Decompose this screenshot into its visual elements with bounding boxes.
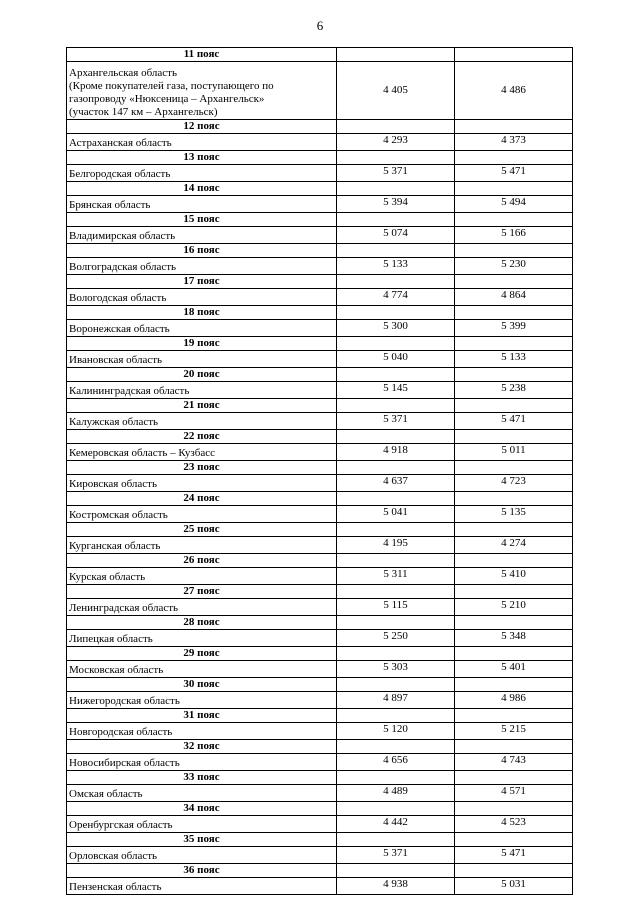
empty-cell (455, 213, 573, 227)
zone-label: 13 пояс (67, 151, 337, 165)
price-value-2: 5 210 (455, 599, 573, 616)
region-row (67, 661, 573, 678)
empty-cell (337, 275, 455, 289)
price-value-2: 4 523 (455, 816, 573, 833)
region-row (67, 723, 573, 740)
empty-cell (337, 48, 455, 62)
region-name-line: Волгоградская область (69, 261, 177, 273)
empty-cell (455, 616, 573, 630)
zone-label: 31 пояс (67, 709, 337, 723)
zone-header-row (67, 833, 573, 847)
empty-cell (455, 523, 573, 537)
region-name-line: Калининградская область (69, 385, 190, 397)
region-row (67, 878, 573, 895)
region-name-cell (67, 537, 337, 554)
region-name-line: Воронежская область (69, 323, 170, 335)
region-name-line: Нижегородская область (69, 695, 180, 707)
empty-cell (337, 771, 455, 785)
region-row (67, 134, 573, 151)
zone-label: 23 пояс (67, 461, 337, 475)
region-name-cell (67, 62, 337, 120)
region-name-line: Пензенская область (69, 881, 162, 893)
empty-cell (455, 554, 573, 568)
region-row (67, 568, 573, 585)
empty-cell (455, 368, 573, 382)
region-name-line: Архангельская область (69, 67, 177, 79)
zone-header-row (67, 120, 573, 134)
empty-cell (337, 244, 455, 258)
zone-label: 25 пояс (67, 523, 337, 537)
empty-cell (337, 802, 455, 816)
price-value-1: 4 293 (337, 134, 455, 151)
price-value-1: 4 938 (337, 878, 455, 895)
region-row (67, 630, 573, 647)
region-name-line: Кемеровская область – Кузбасс (69, 447, 216, 459)
empty-cell (455, 182, 573, 196)
region-name-cell (67, 475, 337, 492)
price-value-2: 4 986 (455, 692, 573, 709)
region-name-cell (67, 320, 337, 337)
price-value-2: 4 743 (455, 754, 573, 771)
empty-cell (455, 647, 573, 661)
region-name-cell (67, 630, 337, 647)
empty-cell (455, 709, 573, 723)
price-value-2: 5 215 (455, 723, 573, 740)
price-value-2: 5 494 (455, 196, 573, 213)
region-name-line: Ивановская область (69, 354, 163, 366)
zone-header-row (67, 430, 573, 444)
zone-header-row (67, 48, 573, 62)
zone-label: 12 пояс (67, 120, 337, 134)
zone-header-row (67, 554, 573, 568)
zone-label: 22 пояс (67, 430, 337, 444)
region-name-line: Липецкая область (69, 633, 153, 645)
zone-label: 32 пояс (67, 740, 337, 754)
region-row (67, 382, 573, 399)
table-body (67, 48, 573, 895)
region-name-cell (67, 661, 337, 678)
region-row (67, 165, 573, 182)
region-row (67, 351, 573, 368)
region-row (67, 227, 573, 244)
region-name-line: Вологодская область (69, 292, 167, 304)
zone-header-row (67, 523, 573, 537)
region-row (67, 444, 573, 461)
zone-label: 29 пояс (67, 647, 337, 661)
price-value-2: 5 471 (455, 413, 573, 430)
region-name-cell (67, 351, 337, 368)
empty-cell (337, 616, 455, 630)
empty-cell (337, 585, 455, 599)
zone-header-row (67, 709, 573, 723)
region-row (67, 599, 573, 616)
zone-header-row (67, 678, 573, 692)
region-name-line: Астраханская область (69, 137, 172, 149)
price-value-1: 5 145 (337, 382, 455, 399)
empty-cell (455, 337, 573, 351)
zone-header-row (67, 461, 573, 475)
empty-cell (455, 833, 573, 847)
region-name-line: Кировская область (69, 478, 158, 490)
price-value-1: 4 774 (337, 289, 455, 306)
price-value-2: 4 486 (455, 62, 573, 120)
zone-header-row (67, 213, 573, 227)
zone-header-row (67, 647, 573, 661)
region-name-cell (67, 382, 337, 399)
region-row (67, 62, 573, 120)
price-value-1: 5 040 (337, 351, 455, 368)
region-row (67, 475, 573, 492)
region-name-cell (67, 723, 337, 740)
zone-label: 36 пояс (67, 864, 337, 878)
region-name-line: Орловская область (69, 850, 158, 862)
region-name-line: Брянская область (69, 199, 151, 211)
zone-label: 21 пояс (67, 399, 337, 413)
empty-cell (337, 182, 455, 196)
region-name-cell (67, 568, 337, 585)
empty-cell (337, 709, 455, 723)
region-row (67, 692, 573, 709)
region-name-line: Курганская область (69, 540, 161, 552)
gas-price-table (66, 47, 573, 895)
zone-label: 19 пояс (67, 337, 337, 351)
empty-cell (455, 771, 573, 785)
zone-label: 34 пояс (67, 802, 337, 816)
zone-header-row (67, 616, 573, 630)
price-value-1: 4 637 (337, 475, 455, 492)
price-value-2: 5 399 (455, 320, 573, 337)
region-name-cell (67, 444, 337, 461)
region-name-cell (67, 878, 337, 895)
region-name-cell (67, 847, 337, 864)
empty-cell (337, 740, 455, 754)
price-value-2: 5 133 (455, 351, 573, 368)
region-name-cell (67, 413, 337, 430)
zone-label: 18 пояс (67, 306, 337, 320)
zone-header-row (67, 492, 573, 506)
price-value-2: 5 348 (455, 630, 573, 647)
empty-cell (337, 337, 455, 351)
region-name-line: Новгородская область (69, 726, 173, 738)
region-name-cell (67, 134, 337, 151)
price-value-2: 5 011 (455, 444, 573, 461)
empty-cell (337, 647, 455, 661)
zone-label: 11 пояс (67, 48, 337, 62)
empty-cell (337, 492, 455, 506)
region-row (67, 258, 573, 275)
price-value-2: 5 471 (455, 847, 573, 864)
zone-header-row (67, 585, 573, 599)
empty-cell (455, 306, 573, 320)
region-name-line: Ленинградская область (69, 602, 179, 614)
price-value-1: 5 074 (337, 227, 455, 244)
zone-header-row (67, 337, 573, 351)
price-value-1: 5 394 (337, 196, 455, 213)
region-name-line: Курская область (69, 571, 146, 583)
price-value-1: 4 489 (337, 785, 455, 802)
price-value-1: 4 918 (337, 444, 455, 461)
region-row (67, 196, 573, 213)
price-value-2: 4 864 (455, 289, 573, 306)
region-row (67, 754, 573, 771)
empty-cell (337, 461, 455, 475)
price-value-2: 5 401 (455, 661, 573, 678)
empty-cell (455, 492, 573, 506)
region-name-cell (67, 165, 337, 182)
region-row (67, 847, 573, 864)
empty-cell (455, 48, 573, 62)
region-row (67, 506, 573, 523)
empty-cell (455, 461, 573, 475)
empty-cell (337, 678, 455, 692)
region-name-line: Белгородская область (69, 168, 171, 180)
price-value-2: 4 723 (455, 475, 573, 492)
region-name-line: Костромская область (69, 509, 168, 521)
price-value-1: 5 300 (337, 320, 455, 337)
price-value-2: 5 031 (455, 878, 573, 895)
price-value-2: 5 471 (455, 165, 573, 182)
price-value-2: 5 166 (455, 227, 573, 244)
price-value-1: 4 442 (337, 816, 455, 833)
zone-label: 27 пояс (67, 585, 337, 599)
empty-cell (455, 120, 573, 134)
region-name-cell (67, 754, 337, 771)
region-name-line: (Кроме покупателей газа, поступающего по (69, 80, 274, 92)
price-value-1: 5 041 (337, 506, 455, 523)
region-name-cell (67, 196, 337, 213)
region-name-cell (67, 816, 337, 833)
price-value-1: 5 115 (337, 599, 455, 616)
zone-header-row (67, 151, 573, 165)
region-name-line: Новосибирская область (69, 757, 180, 769)
empty-cell (455, 864, 573, 878)
price-value-2: 4 274 (455, 537, 573, 554)
empty-cell (455, 275, 573, 289)
region-name-line: Московская область (69, 664, 164, 676)
region-name-cell (67, 227, 337, 244)
empty-cell (337, 213, 455, 227)
region-name-line: Оренбургская область (69, 819, 173, 831)
region-name-cell (67, 785, 337, 802)
empty-cell (337, 554, 455, 568)
region-row (67, 537, 573, 554)
price-value-1: 4 897 (337, 692, 455, 709)
region-row (67, 816, 573, 833)
price-value-1: 4 656 (337, 754, 455, 771)
empty-cell (337, 430, 455, 444)
region-row (67, 785, 573, 802)
zone-header-row (67, 864, 573, 878)
zone-label: 35 пояс (67, 833, 337, 847)
region-name-line: Калужская область (69, 416, 159, 428)
region-name-cell (67, 289, 337, 306)
region-name-line: (участок 147 км – Архангельск) (69, 106, 218, 118)
price-value-1: 4 195 (337, 537, 455, 554)
price-value-1: 5 120 (337, 723, 455, 740)
empty-cell (337, 368, 455, 382)
zone-header-row (67, 399, 573, 413)
empty-cell (337, 120, 455, 134)
empty-cell (455, 585, 573, 599)
zone-label: 33 пояс (67, 771, 337, 785)
empty-cell (337, 306, 455, 320)
empty-cell (337, 864, 455, 878)
price-value-2: 4 373 (455, 134, 573, 151)
zone-header-row (67, 771, 573, 785)
zone-label: 20 пояс (67, 368, 337, 382)
zone-label: 14 пояс (67, 182, 337, 196)
price-value-2: 5 410 (455, 568, 573, 585)
empty-cell (455, 151, 573, 165)
empty-cell (455, 399, 573, 413)
region-name-line: Омская область (69, 788, 143, 800)
zone-label: 24 пояс (67, 492, 337, 506)
zone-header-row (67, 244, 573, 258)
zone-label: 30 пояс (67, 678, 337, 692)
empty-cell (455, 244, 573, 258)
zone-header-row (67, 740, 573, 754)
empty-cell (337, 399, 455, 413)
zone-label: 28 пояс (67, 616, 337, 630)
region-row (67, 320, 573, 337)
zone-label: 26 пояс (67, 554, 337, 568)
empty-cell (455, 430, 573, 444)
empty-cell (455, 678, 573, 692)
zone-label: 15 пояс (67, 213, 337, 227)
price-value-2: 5 238 (455, 382, 573, 399)
zone-label: 17 пояс (67, 275, 337, 289)
price-value-1: 5 371 (337, 165, 455, 182)
zone-label: 16 пояс (67, 244, 337, 258)
price-value-1: 5 133 (337, 258, 455, 275)
price-value-1: 4 405 (337, 62, 455, 120)
empty-cell (455, 802, 573, 816)
zone-header-row (67, 802, 573, 816)
region-name-cell (67, 599, 337, 616)
price-value-1: 5 250 (337, 630, 455, 647)
region-name-line: газопроводу «Нюксеница – Архангельск» (69, 93, 265, 105)
price-value-2: 5 230 (455, 258, 573, 275)
zone-header-row (67, 275, 573, 289)
empty-cell (337, 833, 455, 847)
page-number: 6 (316, 18, 324, 33)
region-name-line: Владимирская область (69, 230, 176, 242)
region-name-cell (67, 506, 337, 523)
price-value-2: 4 571 (455, 785, 573, 802)
price-value-1: 5 371 (337, 413, 455, 430)
zone-header-row (67, 182, 573, 196)
empty-cell (455, 740, 573, 754)
zone-header-row (67, 368, 573, 382)
price-value-1: 5 303 (337, 661, 455, 678)
price-value-2: 5 135 (455, 506, 573, 523)
price-value-1: 5 371 (337, 847, 455, 864)
region-row (67, 289, 573, 306)
region-row (67, 413, 573, 430)
region-name-cell (67, 258, 337, 275)
price-value-1: 5 311 (337, 568, 455, 585)
empty-cell (337, 151, 455, 165)
zone-header-row (67, 306, 573, 320)
region-name-cell (67, 692, 337, 709)
empty-cell (337, 523, 455, 537)
